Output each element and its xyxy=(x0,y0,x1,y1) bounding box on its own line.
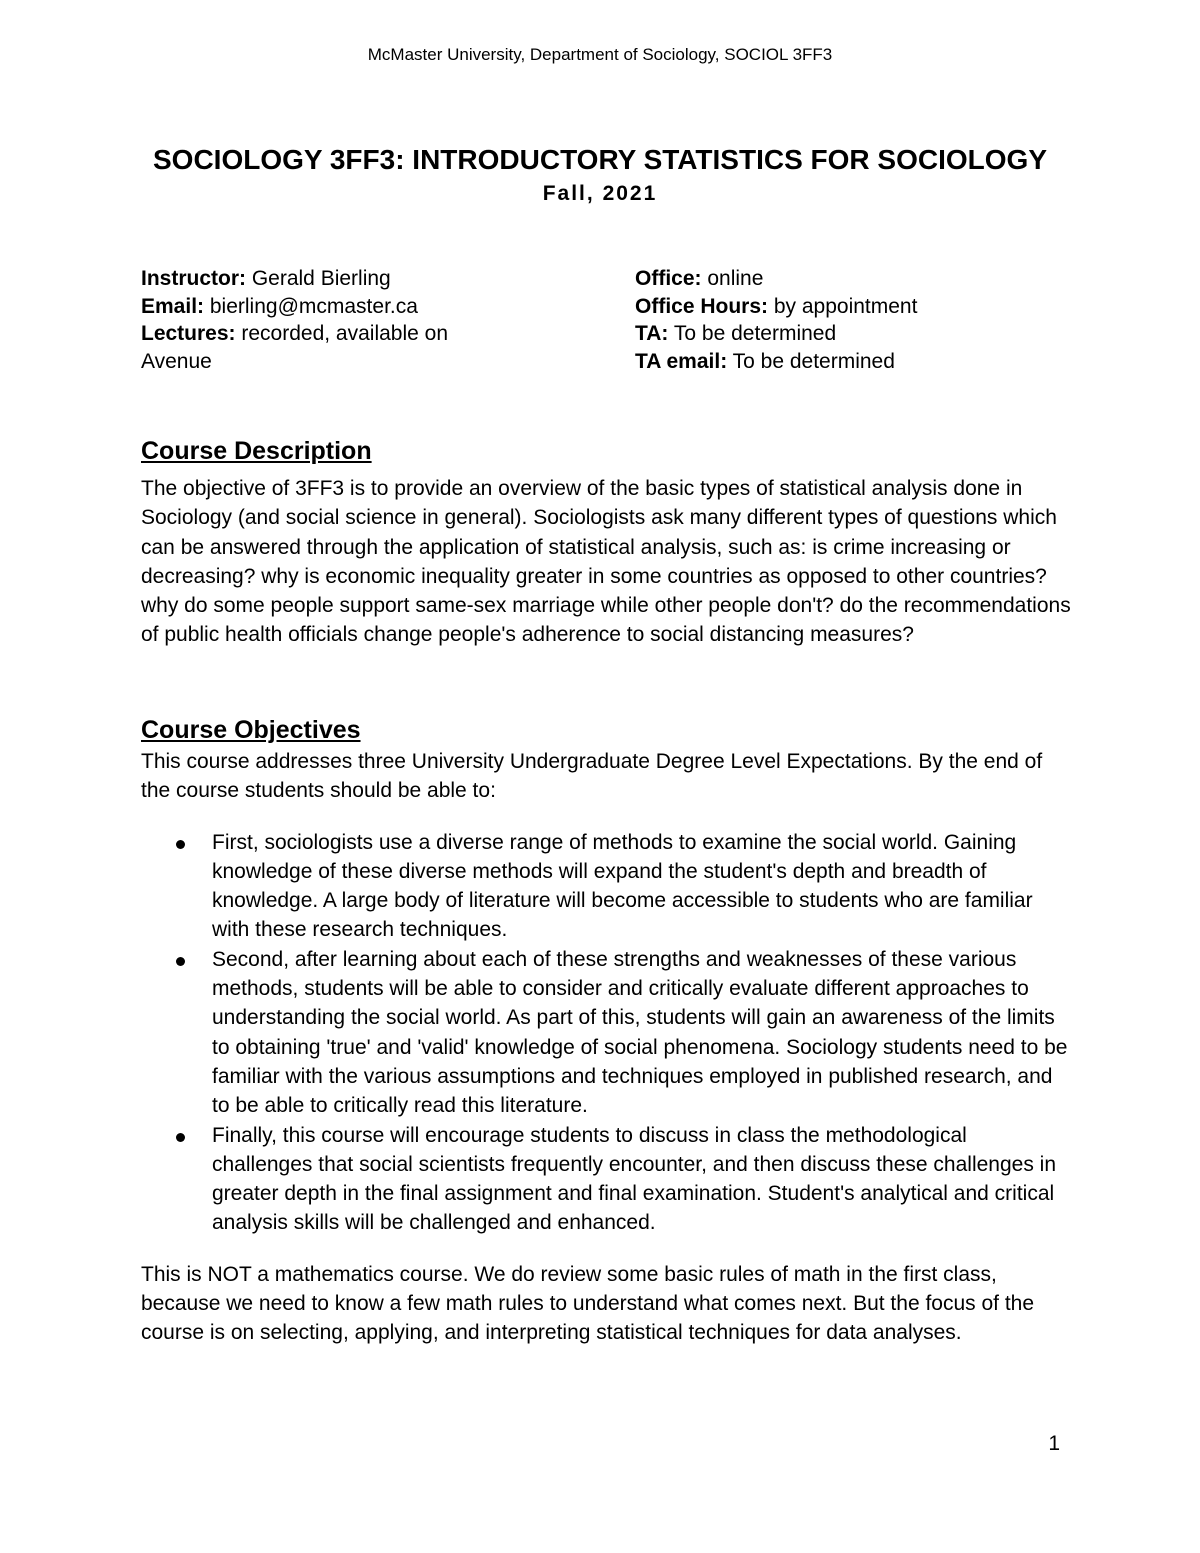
ta-email-line xyxy=(635,348,1055,376)
instructor-line xyxy=(141,265,501,293)
office-line xyxy=(635,265,1055,293)
course-objectives-closing: This is NOT a mathematics course. We do review some basic rules of math in the first class, because we need to know a few math rules to understand what comes next. But the focus of the course is on selecting, applying, and interpreting statistical techniques for data analyses. xyxy=(141,1262,1035,1345)
list-item xyxy=(141,1121,1071,1238)
info-value: bierling@mcmaster.ca xyxy=(204,294,418,318)
list-item xyxy=(141,945,1071,1121)
page-number: 1 xyxy=(1048,1432,1060,1455)
bullet-icon xyxy=(176,1133,185,1142)
document-term: Fall, 2021 xyxy=(542,182,658,205)
course-description-heading: Course Description xyxy=(141,437,372,465)
info-label: TA: xyxy=(635,322,669,345)
info-label: Instructor: xyxy=(141,267,246,290)
course-description-section xyxy=(141,435,1071,650)
bullet-icon xyxy=(176,840,185,849)
course-info-right xyxy=(635,265,1055,375)
title-block xyxy=(140,143,1060,209)
objectives-list xyxy=(141,828,1071,1238)
course-info-left xyxy=(141,265,501,375)
info-value: online xyxy=(701,267,764,290)
info-label: Lectures: xyxy=(141,322,236,345)
info-value: Gerald Bierling xyxy=(246,267,391,290)
info-label: Office: xyxy=(635,267,702,290)
info-value: To be determined xyxy=(668,322,837,345)
ta-line xyxy=(635,320,1055,348)
course-objectives-intro: This course addresses three University Undergraduate Degree Level Expectations. By the end of the course students should be able to: xyxy=(141,750,1043,803)
email-line xyxy=(141,293,501,321)
bullet-icon xyxy=(176,957,185,966)
list-item xyxy=(141,828,1071,945)
running-header: McMaster University, Department of Sociology, SOCIOL 3FF3 xyxy=(367,45,833,64)
info-label: Email: xyxy=(141,294,205,318)
list-item-text: Second, after learning about each of these strengths and weaknesses of these various methods, students will be able to consider and critically evaluate different approaches to understanding the social world. As part of this, students will gain an awareness of the limits to obtaining 'true' and 'valid' knowledge of social phenomena. Sociology students need to be familiar with the various assumptions and techniques employed in published research, and to be able to critically read this literature. xyxy=(212,947,1068,1118)
course-objectives-section xyxy=(141,714,1071,1348)
course-description-text: The objective of 3FF3 is to provide an overview of the basic types of statistical analysis done in Sociology (and social science in general). Sociologists ask many different types of questions which can be answered through the application of statistical analysis, such as: is crime increasing or decreasing? why is economic inequality greater in some countries as opposed to other countries? why do some people support same-sex marriage while other people don't? do the recommendations of public health officials change people's adherence to social distancing measures? xyxy=(141,477,1071,647)
info-label: Office Hours: xyxy=(635,294,769,318)
document-title: SOCIOLOGY 3FF3: INTRODUCTORY STATISTICS FOR SOCIOLOGY xyxy=(153,144,1047,175)
info-value: recorded, available on Avenue xyxy=(141,322,449,373)
list-item-text: First, sociologists use a diverse range of methods to examine the social world. Gaining knowledge of these diverse methods will expand the student's depth and breadth of knowledge. A large body of literature will become accessible to students who are familiar with these research techniques. xyxy=(212,830,1033,942)
info-label: TA email: xyxy=(635,349,728,373)
info-value: by appointment xyxy=(768,294,918,318)
office-hours-line xyxy=(635,293,1055,321)
lectures-line xyxy=(141,320,501,375)
list-item-text: Finally, this course will encourage students to discuss in class the methodological challenges that social scientists frequently encounter, and then discuss these challenges in greater depth in the final assignment and final examination. Student's analytical and critical analysis skills will be challenged and enhanced. xyxy=(212,1123,1057,1235)
info-value: To be determined xyxy=(727,349,895,373)
course-objectives-heading: Course Objectives xyxy=(141,716,361,744)
